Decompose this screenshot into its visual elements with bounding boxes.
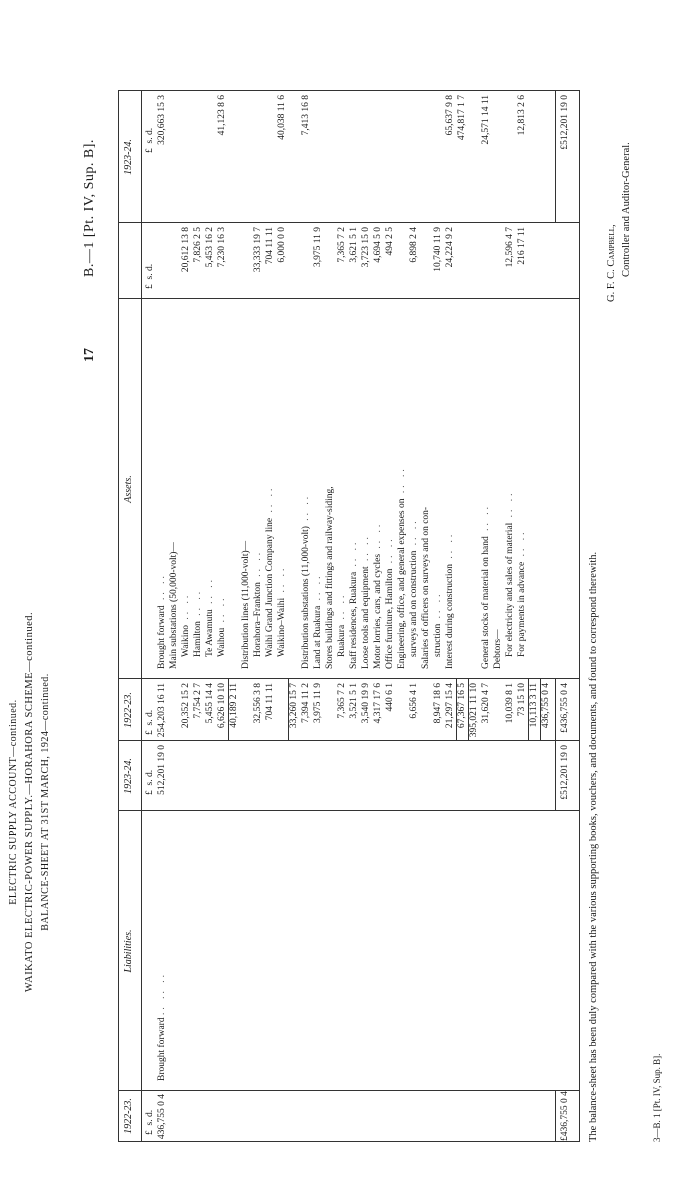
asset-label-text: Debtors— [493, 629, 503, 669]
unit-pounds: £ [145, 730, 155, 735]
asset-detail-value: 20,612 13 8 [181, 227, 191, 273]
asset-cur-value: 474,817 1 7 [457, 95, 467, 141]
leader-dots: .. .. [301, 493, 311, 527]
asset-label-text: Waihou [217, 627, 227, 657]
asset-prev-value: 33,260 15 7 [289, 683, 299, 729]
asset-row-label [181, 593, 191, 657]
bottom-page-reference: 3—B. 1 [Pt. IV, Sup. B]. [652, 1053, 662, 1142]
asset-prev-value: 395,021 11 10 [469, 683, 479, 738]
asset-label-text: struction [433, 623, 443, 657]
audit-note: The balance-sheet has been duly compared with the various supporting books, vouchers, and documents, and found to correspond therewith. [588, 551, 599, 1142]
asset-label-text: Main substations (50,000-volt)— [169, 542, 179, 669]
asset-prev-value: 5,455 14 4 [205, 683, 215, 724]
asset-prev-value: 20,352 15 2 [181, 683, 191, 729]
asset-cur-value: 65,637 9 8 [445, 95, 455, 136]
asset-detail-value: 7,230 16 3 [217, 227, 227, 268]
asset-row-label [265, 486, 275, 657]
asset-label-text: Loose tools and equipment [361, 566, 371, 669]
unit-pence: d. [145, 263, 155, 272]
auditor-title: Controller and Auditor-General. [621, 142, 632, 277]
asset-cur-value: 12,813 2 6 [517, 95, 527, 136]
asset-label-text: Engineering, office, and general expenses on [397, 498, 407, 669]
asset-detail-value: 10,740 11 9 [433, 227, 443, 272]
subtotal-rule [456, 679, 457, 741]
asset-label-text: Hamilton [193, 621, 203, 657]
leader-dots: .. .. [397, 466, 407, 499]
subtotal-rule [528, 679, 529, 741]
asset-label-text: Te Awamutu [205, 609, 215, 657]
unit-shillings: s. [145, 137, 155, 144]
asset-detail-value: 12,596 4 7 [505, 227, 515, 268]
leader-dots: .. .. [265, 485, 275, 518]
leader-dots: .. .. [445, 531, 455, 564]
asset-prev-value: 3,975 11 9 [313, 683, 323, 724]
asset-prev-value: 32,556 3 8 [253, 683, 263, 724]
balance-sheet-table [118, 90, 580, 1142]
liab-prev-total: £436,755 0 4 [560, 1091, 570, 1141]
asset-detail-value: 704 11 11 [265, 227, 275, 265]
asset-label-text: Waikino [181, 625, 191, 657]
asset-label-text: Brought forward [157, 605, 167, 669]
leader-dots: .. .. [313, 573, 323, 606]
asset-row-label [157, 573, 167, 669]
asset-detail-value: 216 17 11 [517, 227, 527, 265]
leader-dots: .. .. [217, 595, 227, 628]
asset-row-label [253, 550, 263, 657]
subtotal-rule [540, 679, 541, 741]
subtotal-rule [288, 679, 289, 741]
asset-row-label [505, 490, 515, 657]
asset-row-label [517, 530, 527, 658]
asset-row-label [481, 504, 491, 669]
leader-dots: .. .. [373, 521, 383, 554]
leader-dots: .. .. [361, 534, 371, 567]
page-reference: B.—1 [Pt. IV, Sup. B]. [82, 139, 97, 277]
asset-prev-value: 254,203 16 11 [157, 683, 167, 738]
asset-prev-value: 4,317 17 6 [373, 683, 383, 724]
asset-label-text: Salaries of officers on surveys and on con- [421, 506, 431, 669]
leader-dots: .. .. [277, 565, 287, 598]
asset-prev-value: 31,620 4 7 [481, 683, 491, 724]
asset-label-text: Horahora–Frankton [253, 582, 263, 657]
col-liab-cur: 1923-24. [123, 758, 134, 794]
asset-detail-value: 6,000 0 0 [277, 227, 287, 263]
col-asset-prev: 1922-23. [123, 692, 134, 728]
asset-row-label [169, 542, 179, 669]
unit-shillings: s. [145, 719, 155, 726]
asset-label-text: For payments in advance [517, 561, 527, 657]
leader-dots: .. .. [181, 592, 191, 626]
asset-prev-value: 3,521 5 1 [349, 683, 359, 719]
asset-label-text: Motor lorries, cars, and cycles [373, 553, 383, 669]
asset-row-label [301, 494, 311, 669]
asset-cur-value: 41,123 8 6 [217, 95, 227, 136]
asset-row-label [313, 573, 323, 669]
auditor-signature: G. F. C. Campbell, [606, 224, 617, 302]
asset-prev-value: 8,947 18 6 [433, 683, 443, 724]
asset-prev-value: 73 15 10 [517, 683, 527, 717]
asset-prev-value: 7,365 7 2 [337, 683, 347, 719]
asset-label-text: Interest during construction [445, 563, 455, 669]
asset-prev-value: 436,755 0 4 [541, 683, 551, 729]
asset-row-label [409, 518, 419, 657]
asset-prev-value: 10,113 3 11 [529, 683, 539, 728]
liab-cur-brought-forward: 512,201 19 0 [157, 745, 167, 795]
leader-dots: .. .. [157, 573, 167, 606]
asset-row-label [349, 540, 359, 669]
asset-detail-value: 4,694 5 0 [373, 227, 383, 263]
asset-cur-value: 24,571 14 11 [481, 95, 491, 145]
asset-cur-value: 40,038 11 6 [277, 95, 287, 140]
asset-detail-value: 6,898 2 4 [409, 227, 419, 263]
leader-dots: .. .. [385, 536, 395, 569]
unit-pence: d. [145, 769, 155, 778]
header-balance-sheet-title: BALANCE-SHEET AT 31ST MARCH, 1924—continued. [40, 673, 51, 931]
asset-detail-value: 5,453 16 2 [205, 227, 215, 268]
subtotal-rule [468, 679, 469, 741]
asset-label-text: Land at Ruakura [313, 605, 323, 669]
asset-row-label [277, 566, 287, 657]
leader-dots: .. .. [517, 529, 527, 562]
leader-dots: .. .. [481, 504, 491, 537]
asset-label-text: Distribution lines (11,000-volt)— [241, 540, 251, 669]
asset-row-label [205, 577, 215, 657]
asset-detail-value: 3,723 15 0 [361, 227, 371, 268]
asset-prev-value: 40,189 2 11 [229, 683, 239, 728]
asset-row-label [493, 629, 503, 669]
asset-prev-value: 704 11 11 [265, 683, 275, 721]
asset-detail-value: 7,826 2 5 [193, 227, 203, 263]
asset-cur-total: £512,201 19 0 [560, 95, 570, 150]
unit-shillings: s. [145, 779, 155, 786]
asset-row-label [385, 536, 395, 669]
asset-label-text: Distribution substations (11,000-volt) [301, 526, 311, 669]
liab-prev-brought-forward: 436,755 0 4 [157, 1094, 167, 1140]
asset-label-text: General stocks of material on hand [481, 536, 491, 669]
asset-row-label [445, 532, 455, 669]
asset-label-text: Stores buildings and fittings and railway-siding, [325, 486, 335, 669]
asset-row-label [361, 534, 371, 669]
asset-prev-value: 6,656 4 1 [409, 683, 419, 719]
asset-row-label [433, 592, 443, 658]
leader-dots: .. .. [409, 518, 419, 551]
header-account-title: ELECTRIC SUPPLY ACCOUNT—continued. [8, 699, 19, 905]
asset-detail-value: 33,333 19 7 [253, 227, 263, 273]
asset-prev-value: 6,626 10 10 [217, 683, 227, 729]
col-liabilities: Liabilities. [123, 929, 134, 973]
unit-pounds: £ [145, 790, 155, 795]
asset-detail-value: 494 2 5 [385, 227, 395, 256]
asset-cur-value: 7,413 16 8 [301, 95, 311, 136]
liab-brought-forward-label: Brought forward .. .. .. [157, 972, 167, 1081]
asset-detail-value: 24,224 9 2 [445, 227, 455, 268]
asset-label-text: Office furniture, Hamilton [385, 568, 395, 669]
leader-dots: .. .. [433, 591, 443, 624]
asset-prev-value: 10,039 8 1 [505, 683, 515, 724]
leader-dots: .. .. [205, 576, 215, 610]
unit-pence: d. [145, 1109, 155, 1118]
leader-dots: .. .. [337, 592, 347, 625]
unit-shillings: s. [145, 273, 155, 280]
asset-prev-value: 440 6 1 [385, 683, 395, 712]
asset-label-text: Ruakura [337, 624, 347, 657]
page-number: 17 [82, 348, 97, 362]
asset-row-label [217, 595, 227, 657]
asset-cur-value: 320,663 15 3 [157, 95, 167, 145]
asset-row-label [421, 507, 431, 669]
asset-label-text: surveys and on construction [409, 550, 419, 657]
leader-dots: .. .. [193, 588, 203, 622]
leader-dots: .. .. [253, 549, 263, 583]
unit-pence: d. [145, 127, 155, 136]
asset-row-label [337, 593, 347, 657]
unit-pounds: £ [145, 284, 155, 289]
asset-prev-value: 67,367 16 5 [457, 683, 467, 729]
leader-dots: .. .. [505, 490, 515, 523]
col-asset-cur: 1923-24. [123, 139, 134, 175]
col-assets: Assets. [123, 475, 134, 503]
unit-pounds: £ [145, 148, 155, 153]
subtotal-rule [228, 679, 229, 741]
asset-prev-value: 21,297 15 4 [445, 683, 455, 729]
liab-cur-total: £512,201 19 0 [560, 745, 570, 800]
asset-label-text: Waikino–Waihi [277, 597, 287, 657]
unit-pounds: £ [145, 1130, 155, 1135]
asset-row-label [241, 541, 251, 669]
asset-detail-value: 3,621 5 1 [349, 227, 359, 263]
unit-shillings: s. [145, 1119, 155, 1126]
unit-pence: d. [145, 709, 155, 718]
asset-label-text: For electricity and sales of material [505, 522, 515, 657]
asset-prev-value: 3,540 19 9 [361, 683, 371, 724]
header-scheme-title: WAIKATO ELECTRIC-POWER SUPPLY.—HORAHORA SCHEME—continued. [24, 611, 35, 993]
asset-label-text: Waihi Grand Junction Company line [265, 517, 275, 657]
col-liab-prev: 1922-23. [123, 1098, 134, 1134]
asset-row-label [193, 589, 203, 657]
asset-row-label [397, 466, 407, 669]
asset-prev-value: 7,394 11 2 [301, 683, 311, 724]
asset-detail-value: 3,975 11 9 [313, 227, 323, 268]
asset-row-label [373, 522, 383, 669]
asset-prev-total: £436,755 0 4 [560, 683, 570, 733]
asset-prev-value: 7,754 2 7 [193, 683, 203, 719]
leader-dots: .. .. [349, 539, 359, 572]
asset-detail-value: 7,365 7 2 [337, 227, 347, 263]
asset-label-text: Staff residences, Ruakura [349, 571, 359, 669]
asset-row-label [325, 486, 335, 669]
